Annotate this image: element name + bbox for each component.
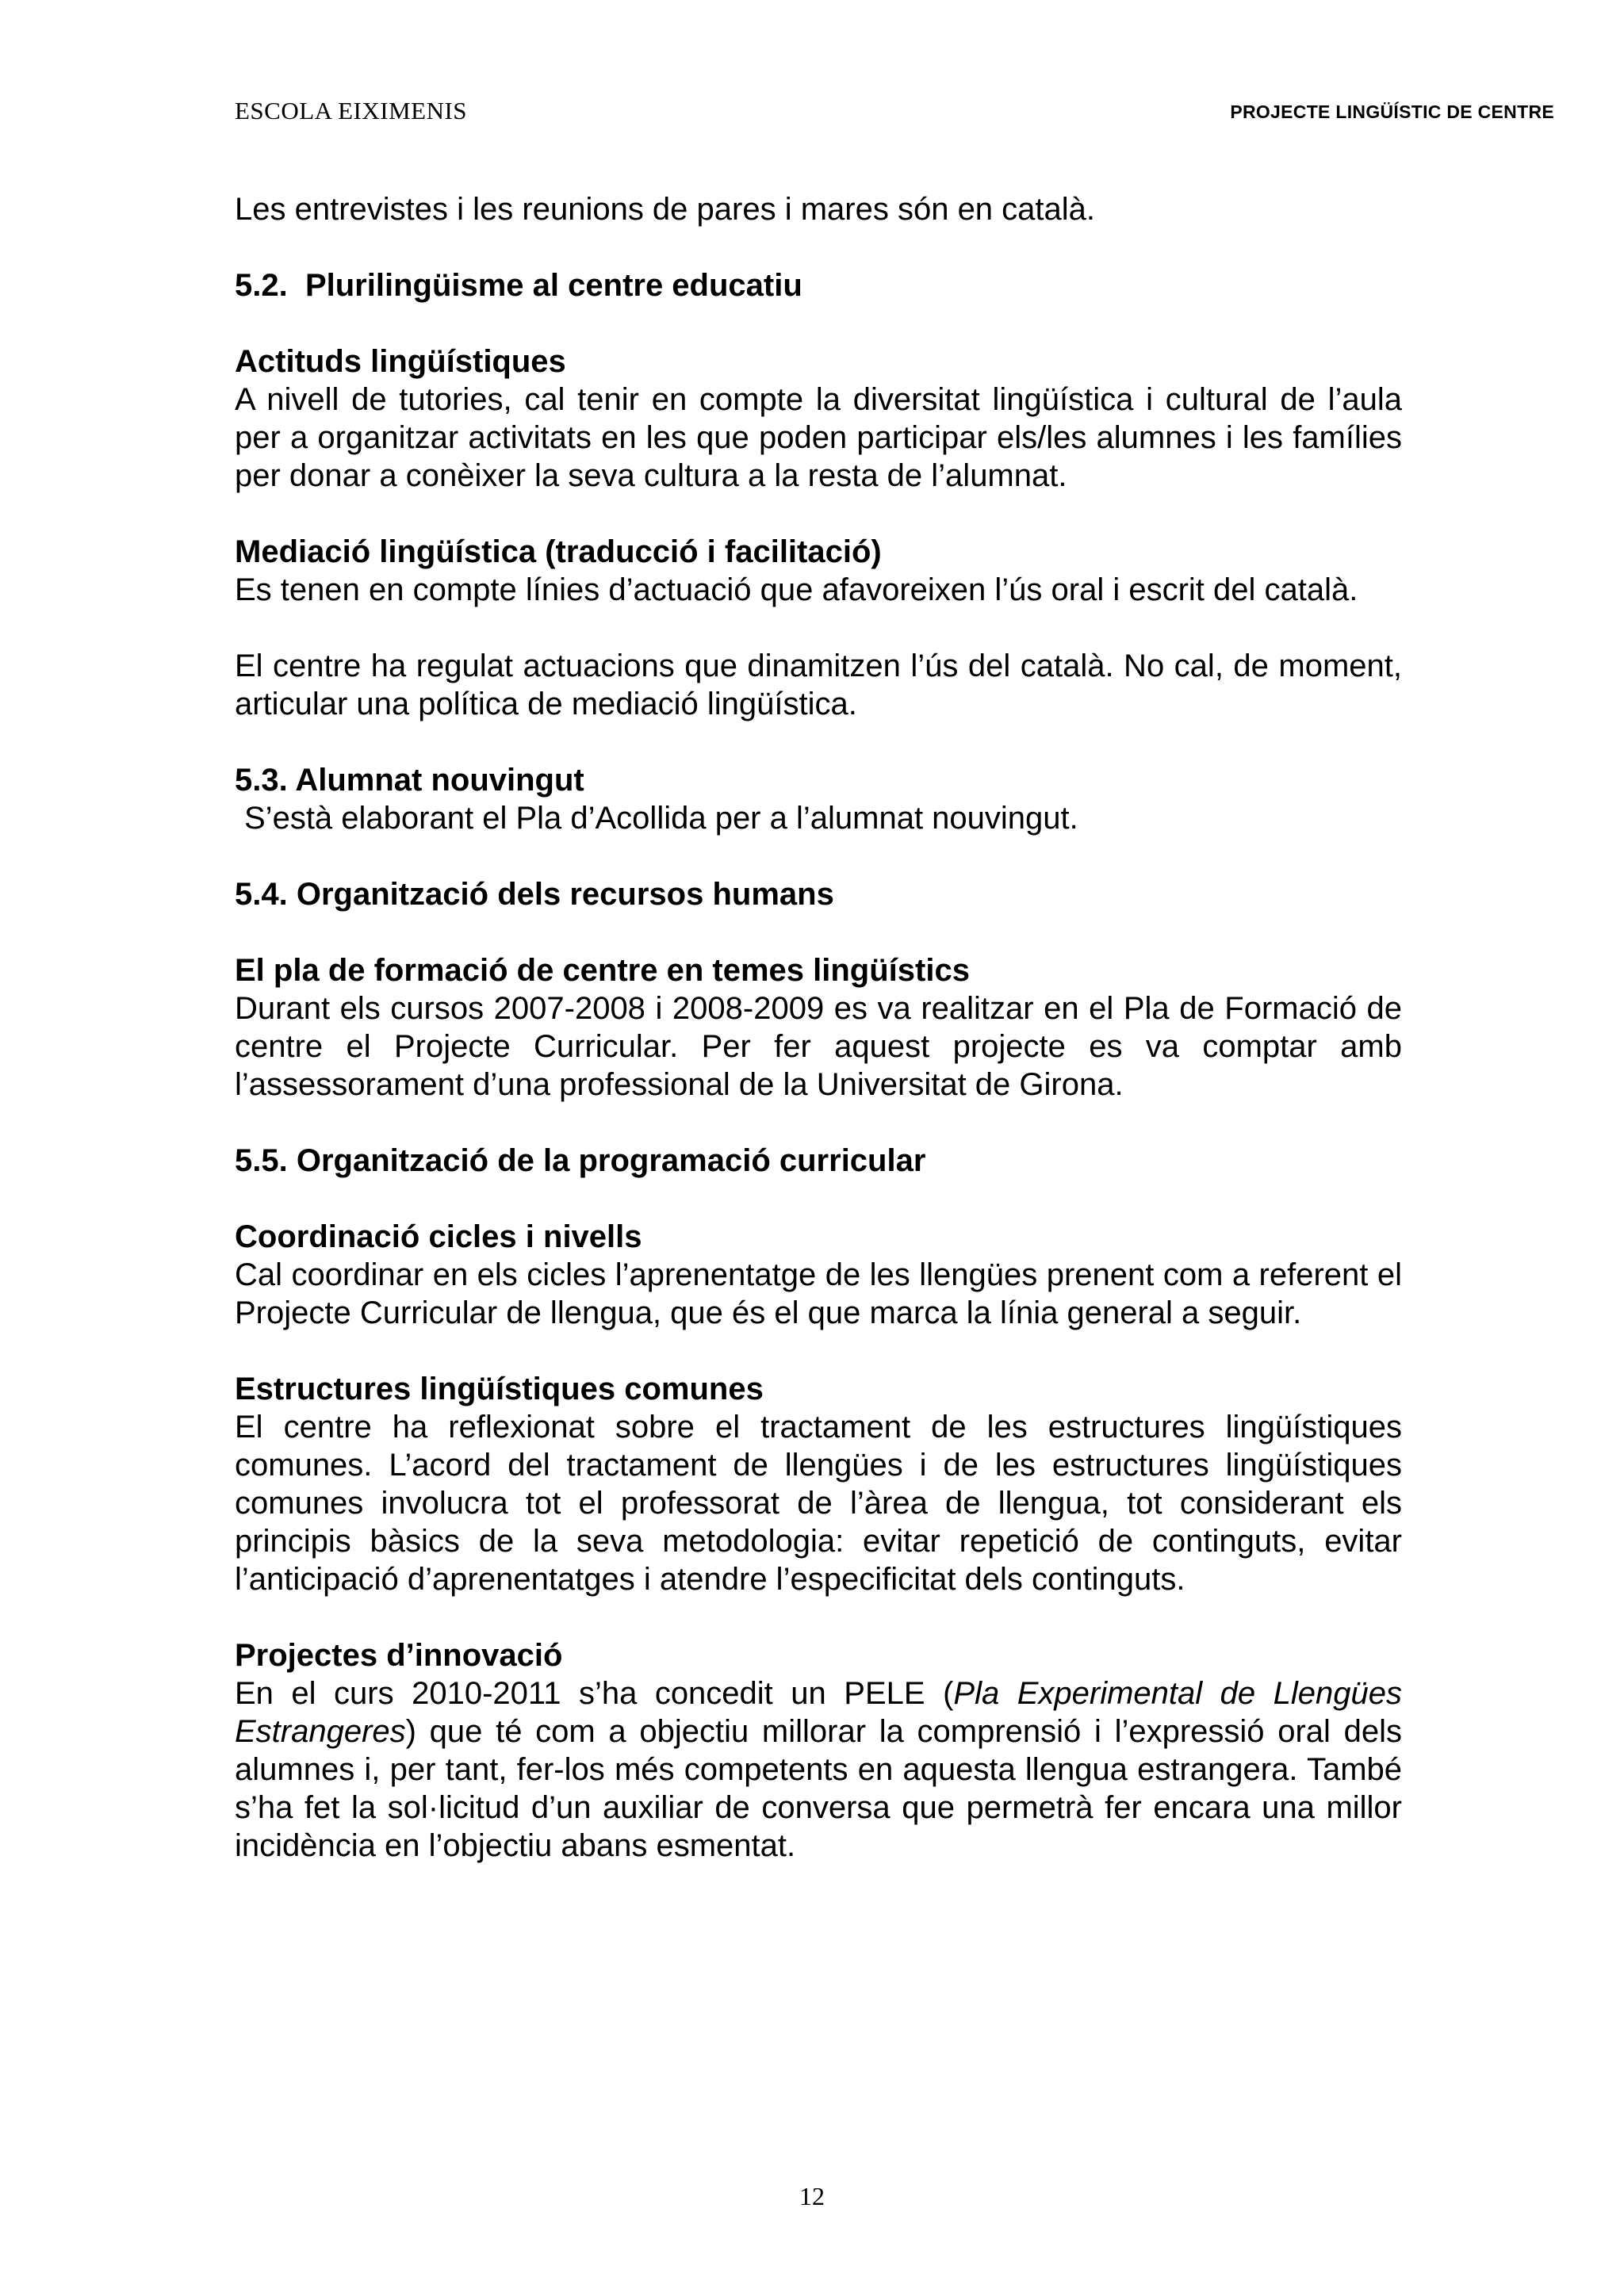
section-5-3-heading: 5.3. Alumnat nouvingut: [235, 763, 584, 798]
paragraph-alumnat-nouvingut: S’està elaborant el Pla d’Acollida per a l’alumnat nouvingut.: [244, 801, 1078, 836]
section-5-2-heading: 5.2. Plurilingüisme al centre educatiu: [235, 268, 802, 303]
paragraph-actituds: A nivell de tutories, cal tenir en compte la diversitat lingüística i cultural de l’aula per a organitzar activitats en les que poden participar els/les alumnes i les famílies per donar a conèixer la seva cultura a la resta de l’alumnat.: [235, 382, 1402, 493]
paragraph-coordinacio: Cal coordinar en els cicles l’aprenentatge de les llengües prenent com a referent el Projecte Curricular de llengua, que és el que marca la línia general a seguir.: [235, 1257, 1402, 1330]
section-5-4-heading: 5.4. Organització dels recursos humans: [235, 877, 834, 912]
paragraph-projectes-italic-title: Pla Experimental de Llengües Estrangeres: [235, 1676, 1403, 1749]
subheading-mediacio: Mediació lingüística (traducció i facilitació): [235, 534, 882, 569]
subheading-projectes-innovacio: Projectes d’innovació: [235, 1638, 563, 1673]
subheading-estructures: Estructures lingüístiques comunes: [235, 1372, 764, 1406]
subheading-actituds: Actituds lingüístiques: [235, 344, 566, 379]
section-5-5-heading: 5.5. Organització de la programació curricular: [235, 1143, 926, 1178]
subheading-coordinacio: Coordinació cicles i nivells: [235, 1219, 642, 1254]
header-document-title: PROJECTE LINGÜÍSTIC DE CENTRE: [1230, 101, 1554, 122]
paragraph-projectes-text-b: ) que té com a objectiu millorar la comprensió i l’expressió oral dels alumnes i, per tant, fer-los més competents en aquesta llengua estrangera. També s’ha fet la sol·licitud d’un auxiliar de conversa que permetrà fer encara una millor incidència en l’objectiu abans esmentat.: [235, 1714, 1402, 1863]
paragraph-estructures: El centre ha reflexionat sobre el tractament de les estructures lingüístiques comunes. L’acord del tractament de llengües i de les estructures lingüístiques comunes involucra tot el professorat de l’àrea de llengua, tot considerant els principis bàsics de la seva metodologia: evitar repetició de continguts, evitar l’anticipació d’aprenentatges i atendre l’especificitat dels continguts.: [235, 1410, 1402, 1597]
header-school-name: ESCOLA EIXIMENIS: [235, 97, 468, 124]
paragraph-mediacio-2: El centre ha regulat actuacions que dinamitzen l’ús del català. No cal, de moment, articular una política de mediació lingüística.: [235, 649, 1402, 721]
intro-paragraph: Les entrevistes i les reunions de pares i mares són en català.: [235, 192, 1096, 227]
subheading-pla-formacio: El pla de formació de centre en temes lingüístics: [235, 953, 970, 988]
paragraph-projectes-text-a: En el curs 2010-2011 s’ha concedit un PELE (: [235, 1676, 954, 1711]
paragraph-mediacio-1: Es tenen en compte línies d’actuació que afavoreixen l’ús oral i escrit del català.: [235, 572, 1358, 607]
document-body: [235, 190, 1402, 1865]
paragraph-projectes-innovacio: [235, 1674, 1402, 1865]
paragraph-pla-formacio: Durant els cursos 2007-2008 i 2008-2009 es va realitzar en el Pla de Formació de centre el Projecte Curricular. Per fer aquest projecte es va comptar amb l’assessorament d’una professional de la Universitat de Girona.: [235, 991, 1402, 1102]
page-number: 12: [799, 2182, 825, 2210]
